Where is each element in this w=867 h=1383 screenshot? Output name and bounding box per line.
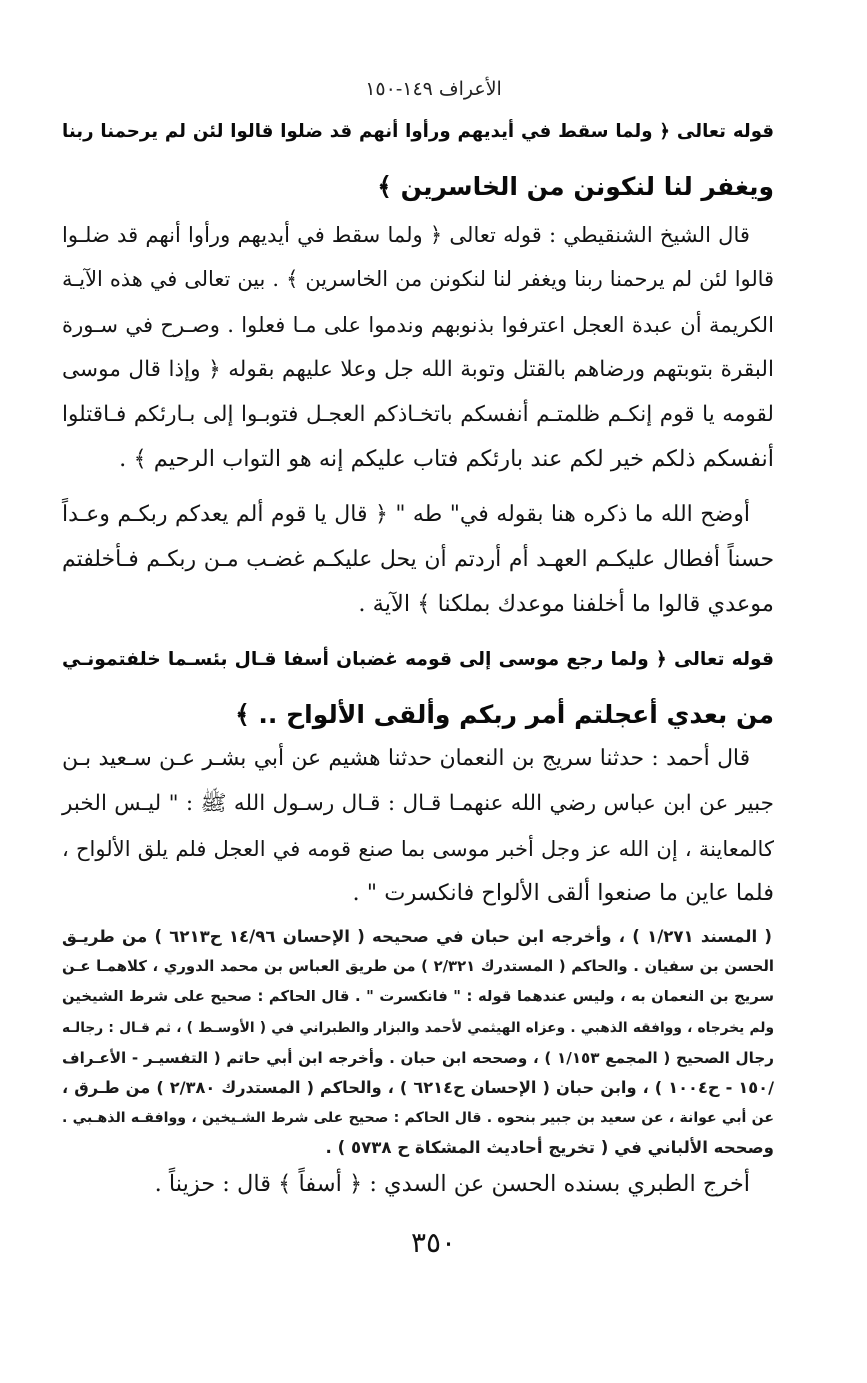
tafsir-paragraph-4 <box>62 1162 774 1207</box>
heading-line: من بعدي أعجلتم أمر ربكم وألقى الألواح .. ﴾ <box>235 700 774 729</box>
tafsir-paragraph-2 <box>62 492 774 627</box>
paragraph-line: قالوا لئن لم يرحمنا ربنا ويغفر لنا لنكونن من الخاسرين ﴾ . بين تعالى في هذه الآيـة <box>62 267 774 291</box>
paragraph-line: قال أحمد : حدثنا سريج بن النعمان حدثنا هشيم عن أبي بشـر عـن سـعيد بـن <box>62 746 750 771</box>
paragraph-line: البقرة بتوبتهم ورضاهم بالقتل وتوبة الله جل وعلا عليهم بقوله ﴿ وإذا قال موسى <box>62 357 774 382</box>
tafsir-paragraph-1 <box>62 212 774 482</box>
footnote-line: عن أبي عوانة ، عن سعيد بن جبير بنحوه . قال الحاكم : صحيح على شرط الشـيخين ، ووافقـه الذهـبي . <box>62 1110 774 1127</box>
footnote-line: الحسن بن سفيان . والحاكم ( المستدرك ٢/٣٢١ ) من طريق العباس بن محمد الدوري ، كلاهمـا عـن <box>62 958 774 976</box>
paragraph-line: قال الشيخ الشنقيطي : قوله تعالى ﴿ ولما سقط في أيديهم ورأوا أنهم قد ضلـوا <box>62 222 750 247</box>
paragraph-line: فلما عاين ما صنعوا ألقى الألواح فانكسرت " . <box>352 880 774 906</box>
footnote-line: وصححه الألباني في ( تخريج أحاديث المشكاة ح ٥٧٣٨ ) . <box>325 1138 774 1158</box>
page-number: ٣٥٠ <box>410 1226 457 1259</box>
takhrij-footnote <box>62 922 774 1164</box>
running-header: الأعراف ١٤٩-١٥٠ <box>365 78 502 100</box>
paragraph-line: كالمعاينة ، إن الله عز وجل أخبر موسى بما صنع قومه في العجل فلم يلق الألواح ، <box>62 836 774 861</box>
footnote-line: ولم يخرجاه ، ووافقه الذهبي . وعزاه الهيثمي لأحمد والبزار والطبراني في ( الأوسـط ) ، ثم قـال : رجالـه <box>62 1019 774 1036</box>
hadith-paragraph <box>62 736 774 916</box>
paragraph-line: موعدي قالوا ما أخلفنا موعدك بملكنا ﴾ الآية . <box>358 591 774 617</box>
paragraph-line: حسناً أفطال عليكـم العهـد أم أردتم أن يحل عليكـم غضـب مـن ربكـم فـأخلفتم <box>62 547 774 572</box>
heading-line: قوله تعالى ﴿ ولما رجع موسى إلى قومه غضبان أسفا قـال بئسـما خلفتمونـي <box>62 649 774 670</box>
heading-line: قوله تعالى ﴿ ولما سقط في أيديهم ورأوا أنهم قد ضلوا قالوا لئن لم يرحمنا ربنا <box>62 121 774 142</box>
verse-heading-2 <box>62 632 774 742</box>
verse-heading-1 <box>62 104 774 214</box>
footnote-line: سريج بن النعمان به ، وليس عندهما قوله : " فانكسرت " . قال الحاكم : صحيح على شرط الشيخين <box>62 988 774 1006</box>
paragraph-line: أخرج الطبري بسنده الحسن عن السدي : ﴿ أسفاً ﴾ قال : حزيناً . <box>154 1171 750 1197</box>
footnote-line: /١٥٠ - ح١٠٠٤ ) ، وابن حبان ( الإحسان ح٦٢١٤ ) ، والحاكم ( المستدرك ٢/٣٨٠ ) من طـرق ، <box>62 1078 774 1098</box>
footnote-line: رجال الصحيح ( المجمع ١/١٥٣ ) ، وصححه ابن حبان . وأخرجه ابن أبي حاتم ( التفسيـر - الأعـراف <box>62 1048 774 1067</box>
paragraph-line: أنفسكم ذلكم خير لكم عند بارئكم فتاب عليكم إنه هو التواب الرحيم ﴾ . <box>119 446 774 472</box>
paragraph-line: أوضح الله ما ذكره هنا بقوله في" طه " ﴿ قال يا قوم ألم يعدكم ربكـم وعـداً <box>62 502 750 527</box>
paragraph-line: لقومه يا قوم إنكـم ظلمتـم أنفسكم باتخـاذكم العجـل فتوبـوا إلى بـارئكم فـاقتلوا <box>62 402 774 427</box>
paragraph-line: جبير عن ابن عباس رضي الله عنهمـا قـال : قـال رسـول الله ﷺ : " ليـس الخبر <box>62 791 774 816</box>
footnote-line: ( المسند ١/٢٧١ ) ، وأخرجه ابن حبان في صحيحه ( الإحسان ١٤/٩٦ ح٦٢١٣ ) من طريـق <box>62 927 772 946</box>
heading-line: ويغفر لنا لنكونن من الخاسرين ﴾ <box>377 172 774 201</box>
paragraph-line: الكريمة أن عبدة العجل اعترفوا بذنوبهم وندموا على مـا فعلوا . وصـرح في سـورة <box>62 312 774 337</box>
